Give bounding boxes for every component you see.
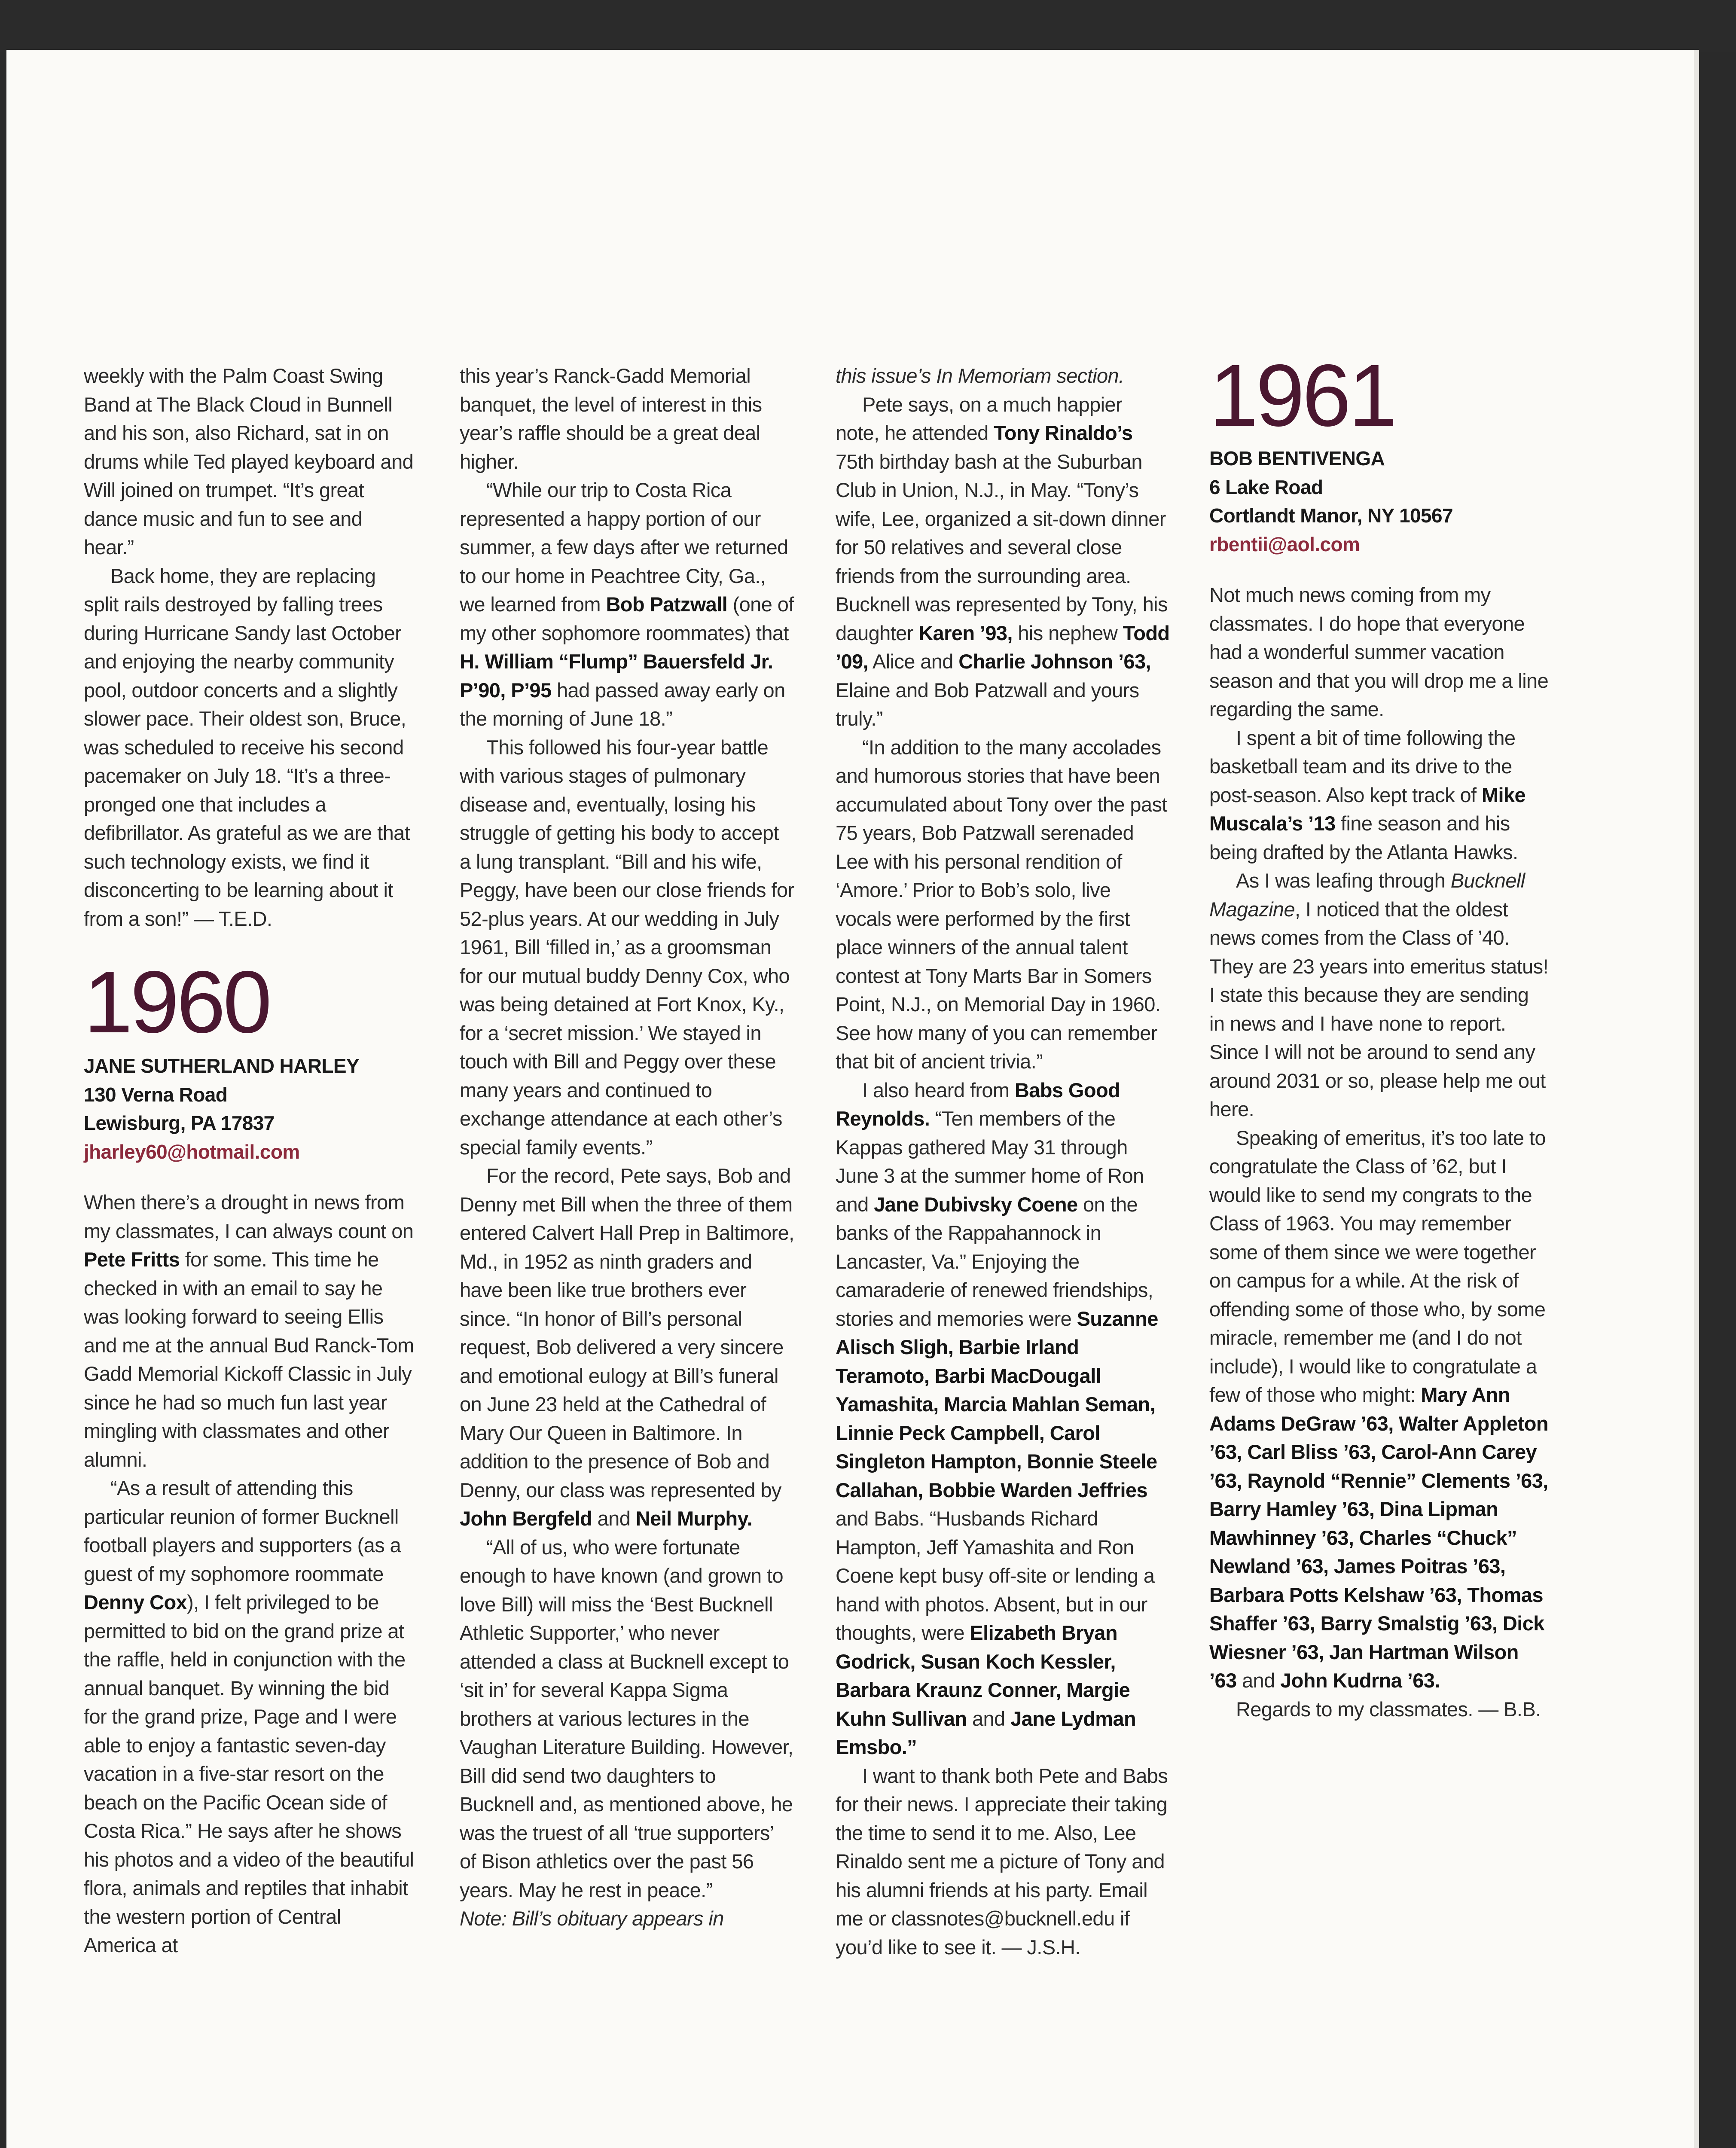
text-run: “As a result of attending this particular reunion of former Bucknell football players and supporters (as a guest of my sophomore roommate [84, 1477, 401, 1585]
text-run: “While our trip to Costa Rica represented a happy portion of our summer, a few days after we returned to our home in Peachtree City, Ga., we learned from [460, 479, 788, 616]
classmate-names-list: Suzanne Alisch Sligh, Barbie Irland Teramoto, Barbi MacDougall Yamashita, Marcia Mahlan Seman, Linnie Peck Campbell, Carol Singleton Hampton, Bonnie Steele Callahan, Bobbie Warden Jeffries [836, 1307, 1158, 1501]
text-run: on the banks of the Rappahannock in Lancaster, Va.” Enjoying the camaraderie of renewed friendships, stories and memories were [836, 1193, 1153, 1330]
text-run: and [592, 1507, 636, 1530]
class-correspondent-name: BOB BENTIVENGA [1209, 447, 1385, 470]
col4-paragraph [1209, 867, 1549, 1124]
text-run: 75th birthday bash at the Suburban Club in Union, N.J., in May. “Tony’s wife, Lee, organized a sit-down dinner for 50 relatives and several close friends from the surrounding area. Bucknell was represented by Tony, his daughter [836, 450, 1168, 644]
text-run: Elaine and Bob Patzwall and yours truly.” [836, 678, 1139, 730]
correspondent-address-line: Lewisburg, PA 17837 [84, 1112, 275, 1134]
column-2 [460, 362, 795, 1933]
column-4 [1209, 346, 1549, 1724]
col3-paragraph [836, 391, 1171, 733]
classmate-name: Todd ’09, [836, 621, 1170, 673]
classmate-names-list: Elizabeth Bryan Godrick, Susan Koch Kessler, Barbara Kraunz Conner, Margie Kuhn Sullivan [836, 1621, 1130, 1730]
col4-paragraph [1209, 724, 1549, 867]
magazine-page [6, 50, 1699, 2148]
scan-border [0, 0, 1736, 52]
text-run: for some. This time he checked in with an email to say he was looking forward to seeing Ellis and me at the annual Bud Ranck-Tom Gadd Memorial Kickoff Classic in July since he had so much fun last year mingling with classmates and other alumni. [84, 1248, 414, 1471]
classmate-names-list: Mary Ann Adams DeGraw ’63, Walter Appleton ’63, Carl Bliss ’63, Carol-Ann Carey ’63, Raynold “Rennie” Clements ’63, Barry Hamley ’63, Dina Lipman Mawhinney ’63, Charles “Chuck” Newland ’63, James Poitras ’63, Barbara Potts Kelshaw ’63, Thomas Shaffer ’63, Barry Smalstig ’63, Dick Wiesner ’63, Jan Hartman Wilson ’63 [1209, 1383, 1548, 1692]
classmate-name: Charlie Johnson ’63, [958, 650, 1151, 673]
col1-paragraph [84, 1188, 415, 1474]
classmate-name: Tony Rinaldo’s [994, 421, 1133, 444]
text-run: (one of my other sophomore roommates) that [460, 593, 794, 644]
col3-paragraph: I want to thank both Pete and Babs for their news. I appreciate their taking the time to send it to me. Also, Lee Rinaldo sent me a picture of Tony and his alumni friends at his party. Email me or classnotes@bucknell.edu if you’d like to see it. — J.S.H. [836, 1764, 1168, 1959]
col4-paragraph: Not much news coming from my classmates. I do hope that everyone had a wonderful summer vacation season and that you will drop me a line regarding the same. [1209, 583, 1549, 720]
classmate-name: John Bergfeld [460, 1507, 592, 1530]
classmate-name: Mike Muscala’s ’13 [1209, 783, 1526, 835]
col2-paragraph [460, 476, 795, 733]
col3-paragraph [836, 362, 1171, 391]
text-run: section. [1051, 364, 1124, 387]
correspondent-address-line: Cortlandt Manor, NY 10567 [1209, 504, 1453, 527]
text-run: this issue’s [836, 364, 937, 387]
column-3 [836, 362, 1171, 1962]
classmate-name: Bob Patzwall [606, 593, 728, 616]
text-run: his nephew [1012, 621, 1123, 644]
classmate-name: John Kudrna ’63. [1280, 1669, 1440, 1692]
obituary-note: Note: Bill’s obituary appears in [460, 1907, 724, 1930]
text-run: had passed away early on the morning of June 18.” [460, 678, 785, 730]
classmate-name: Pete Fritts [84, 1248, 180, 1271]
text-run: As I was leafing through [1236, 869, 1451, 892]
col2-paragraph: “All of us, who were fortunate enough to have known (and grown to love Bill) will miss the ‘Best Bucknell Athletic Supporter,’ who never attended a class at Bucknell except to ‘sit in’ for several Kappa Sigma brothers at various lectures in the Vaughan Literature Building. However, Bill did send two daughters to Bucknell and, as mentioned above, he was the truest of all ‘true supporters’ of Bison athletics over the past 56 years. May he rest in peace.” [460, 1535, 793, 1901]
col1-paragraph [84, 1474, 415, 1960]
show-through-text [754, 209, 1527, 248]
text-run: and [967, 1707, 1011, 1730]
correspondent-email[interactable]: rbentii@aol.com [1209, 533, 1360, 555]
col2-paragraph: this year’s Ranck-Gadd Memorial banquet, the level of interest in this year’s raffle should be a great deal higher. [460, 364, 762, 473]
col4-paragraph [1209, 1124, 1549, 1695]
page-edge-shadow [1694, 50, 1699, 2148]
correspondent-email[interactable]: jharley60@hotmail.com [84, 1140, 300, 1163]
col1-paragraph: Back home, they are replacing split rails destroyed by falling trees during Hurricane Sandy last October and enjoying the nearby community pool, outdoor concerts and a slightly slower pace. Their oldest son, Bruce, was scheduled to receive his second pacemaker on July 18. “It’s a three-pronged one that includes a defibrillator. As grateful as we are that such technology exists, we find it disconcerting to be learning about it from a son!” — T.E.D. [84, 564, 410, 930]
publication-title: Bucknell Magazine [1209, 869, 1525, 921]
col2-paragraph [460, 1162, 795, 1533]
text-run: fine season and his being drafted by the Atlanta Hawks. [1209, 812, 1518, 863]
classmate-name: Jane Dubivsky Coene [874, 1193, 1078, 1216]
classmate-name: Denny Cox [84, 1591, 187, 1614]
text-run: For the record, Pete says, Bob and Denny met Bill when the three of them entered Calvert Hall Prep in Baltimore, Md., in 1952 as ninth graders and have been like true brothers ever since. “In honor of Bill’s personal request, Bob delivered a very sincere and emotional eulogy at Bill’s funeral on June 23 held at the Cathedral of Mary Our Queen in Baltimore. In addition to the presence of Bob and Denny, our class was represented by [460, 1164, 794, 1501]
classmate-name: Jane Lydman Emsbo.” [836, 1707, 1136, 1758]
class-correspondent-name: JANE SUTHERLAND HARLEY [84, 1055, 360, 1077]
text-run: When there’s a drought in news from my classmates, I can always count on [84, 1191, 414, 1242]
text-run: I also heard from [862, 1078, 1015, 1101]
text-run: and Babs. “Husbands Richard Hampton, Jeff Yamashita and Ron Coene kept busy off-site or lending a hand with photos. Absent, but in our thoughts, were [836, 1507, 1155, 1644]
text-run: “Ten members of the Kappas gathered May 31 through June 3 at the summer home of Ron and [836, 1107, 1144, 1216]
text-run: Speaking of emeritus, it’s too late to congratulate the Class of ’62, but I would like to send my congrats to the Class of 1963. You may remember some of them since we were together on campus for a while. At the risk of offending some of those who, by some miracle, remember me (and I do not include), I would like to congratulate a few of those who might: [1209, 1126, 1546, 1406]
classmate-name: H. William “Flump” Bauersfeld Jr. P’90, P’95 [460, 650, 773, 702]
col4-paragraph: Regards to my classmates. — B.B. [1236, 1697, 1541, 1721]
text-run: I spent a bit of time following the basketball team and its drive to the post-season. Also kept track of [1209, 726, 1516, 806]
classmate-name: Babs Good Reynolds. [836, 1078, 1120, 1130]
correspondent-address-line: 6 Lake Road [1209, 476, 1323, 498]
class-year-heading: 1960 [84, 953, 270, 1051]
text-run: Alice and [868, 650, 959, 673]
text-run: , I noticed that the oldest news comes from the Class of ’40. They are 23 years into emeritus status! I state this because they are sending in news and I have none to report. Since I will not be around to send any around 2031 or so, please help me out here. [1209, 897, 1549, 1120]
section-reference: In Memoriam [936, 364, 1051, 387]
col3-paragraph [836, 1076, 1171, 1762]
text-run: and [1236, 1669, 1281, 1692]
col2-paragraph: This followed his four-year battle with various stages of pulmonary disease and, eventually, losing his struggle of getting his body to accept a lung transplant. “Bill and his wife, Peggy, have been our close friends for 52-plus years. At our wedding in July 1961, Bill ‘filled in,’ as a groomsman for our mutual buddy Denny Cox, who was being detained at Fort Knox, Ky., for a ‘secret mission.’ We stayed in touch with Bill and Peggy over these many years and continued to exchange attendance at each other’s special family events.” [460, 735, 794, 1159]
col3-paragraph: “In addition to the many accolades and humorous stories that have been accumulated about Tony over the past 75 years, Bob Patzwall serenaded Lee with his personal rendition of ‘Amore.’ Prior to Bob’s solo, live vocals were performed by the first place winners of the annual talent contest at Tony Marts Bar in Somers Point, N.J., on Memorial Day in 1960. See how many of you can remember that bit of ancient trivia.” [836, 735, 1167, 1073]
correspondent-address-line: 130 Verna Road [84, 1083, 228, 1106]
classmate-name: Karen ’93, [918, 621, 1013, 644]
col1-paragraph: weekly with the Palm Coast Swing Band at The Black Cloud in Bunnell and his son, also Richard, sat in on drums while Ted played keyboard and Will joined on trumpet. “It’s great dance music and fun to see and hear.” [84, 364, 414, 558]
class-year-heading: 1961 [1209, 346, 1395, 445]
column-1 [84, 362, 415, 1960]
text-run: Pete says, on a much happier note, he attended [836, 393, 1123, 444]
classmate-name: Neil Murphy. [635, 1507, 753, 1530]
text-run: ), I felt privileged to be permitted to bid on the grand prize at the raffle, held in conjunction with the annual banquet. By winning the bid for the grand prize, Page and I were able to enjoy a fantastic seven-day vacation in a five-star resort on the beach on the Pacific Ocean side of Costa Rica.” He says after he shows his photos and a video of the beautiful flora, animals and reptiles that inhabit the western portion of Central America at [84, 1591, 414, 1956]
col2-paragraph [460, 1904, 795, 1933]
